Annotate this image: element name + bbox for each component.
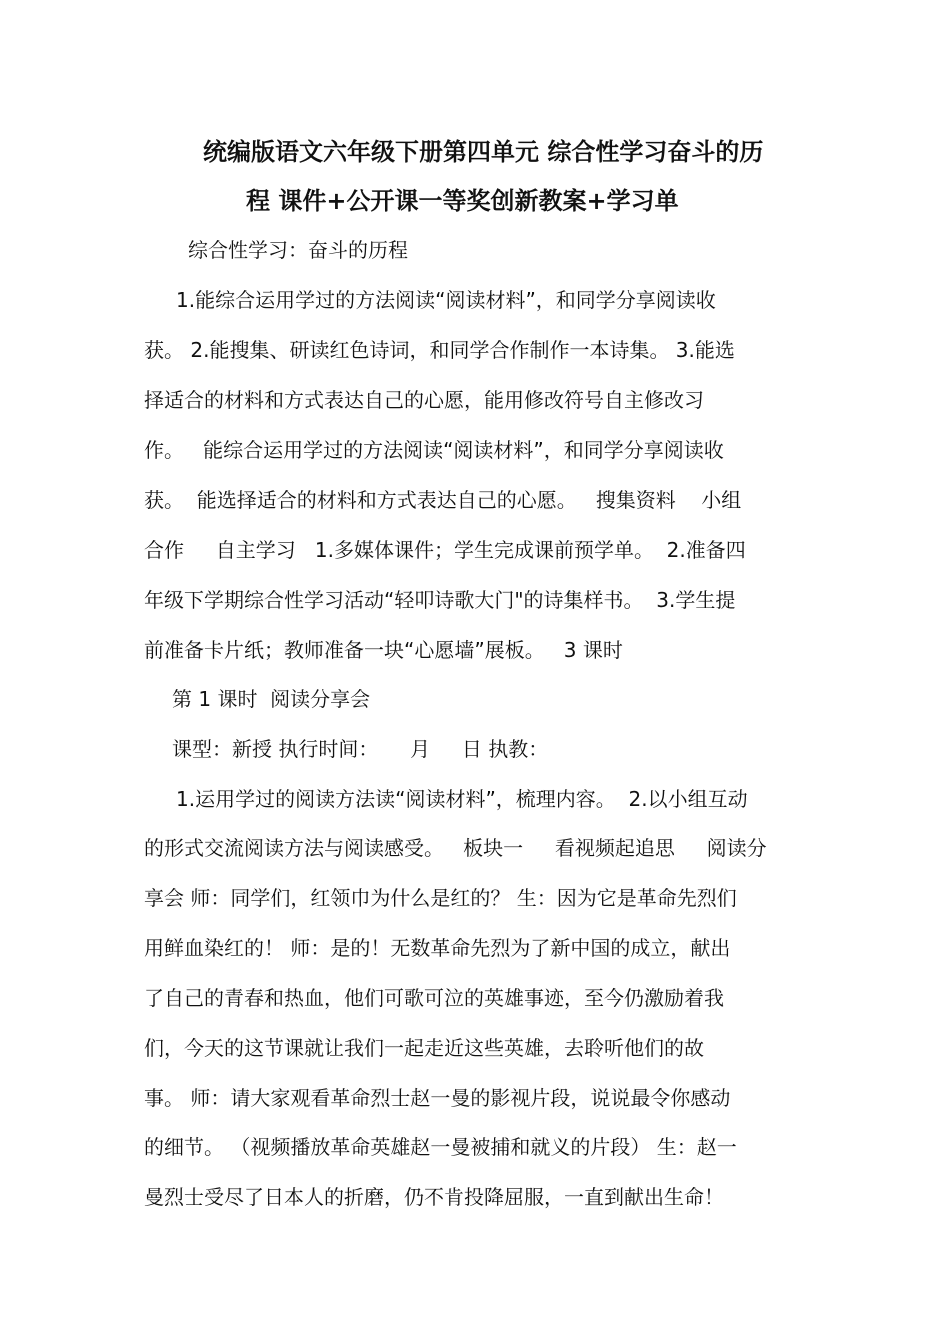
paragraph2-line-7: 事。 师：请大家观看革命烈士赵一曼的影视片段，说说最令你感动 [144, 1086, 731, 1110]
paragraph1-line-4: 作。 能综合运用学过的方法阅读“阅读材料”，和同学分享阅读收 [144, 438, 724, 462]
lesson-heading: 第 1 课时 阅读分享会 [172, 687, 371, 711]
paragraph1-line-2: 获。 2.能搜集、研读红色诗词，和同学合作制作一本诗集。 3.能选 [144, 338, 735, 362]
paragraph2-line-8: 的细节。 （视频播放革命英雄赵一曼被捕和就义的片段） 生：赵一 [144, 1135, 737, 1159]
document-title-line-2: 程 课件+公开课一等奖创新教案+学习单 [246, 187, 679, 215]
document-title-line-1: 统编版语文六年级下册第四单元 综合性学习奋斗的历 [203, 138, 764, 166]
paragraph2-line-4: 用鲜血染红的！ 师：是的！无数革命先烈为了新中国的成立，献出 [144, 936, 731, 960]
paragraph2-line-9: 曼烈士受尽了日本人的折磨，仍不肯投降屈服，一直到献出生命！ [144, 1185, 724, 1209]
paragraph1-line-6: 合作 自主学习 1.多媒体课件；学生完成课前预学单。 2.准备四 [144, 538, 746, 562]
paragraph1-line-7: 年级下学期综合性学习活动“轻叩诗歌大门"的诗集样书。 3.学生提 [144, 588, 736, 612]
paragraph2-line-5: 了自己的青春和热血，他们可歌可泣的英雄事迹，至今仍激励着我 [144, 986, 724, 1010]
paragraph1-line-1: 1.能综合运用学过的方法阅读“阅读材料”，和同学分享阅读收 [176, 288, 716, 312]
paragraph2-line-6: 们，今天的这节课就让我们一起走近这些英雄，去聆听他们的故 [144, 1036, 704, 1060]
lesson-meta: 课型：新授 执行时间： 月 日 执教： [172, 737, 549, 761]
paragraph1-line-3: 择适合的材料和方式表达自己的心愿，能用修改符号自主修改习 [144, 388, 704, 412]
section-subtitle: 综合性学习：奋斗的历程 [188, 238, 408, 262]
paragraph1-line-5: 获。 能选择适合的材料和方式表达自己的心愿。 搜集资料 小组 [144, 488, 742, 512]
paragraph2-line-2: 的形式交流阅读方法与阅读感受。 板块一 看视频起追思 阅读分 [144, 836, 767, 860]
paragraph2-line-1: 1.运用学过的阅读方法读“阅读材料”，梳理内容。 2.以小组互动 [176, 787, 748, 811]
paragraph1-line-8: 前准备卡片纸；教师准备一块“心愿墙”展板。 3 课时 [144, 638, 623, 662]
paragraph2-line-3: 享会 师：同学们，红领巾为什么是红的？ 生：因为它是革命先烈们 [144, 886, 737, 910]
